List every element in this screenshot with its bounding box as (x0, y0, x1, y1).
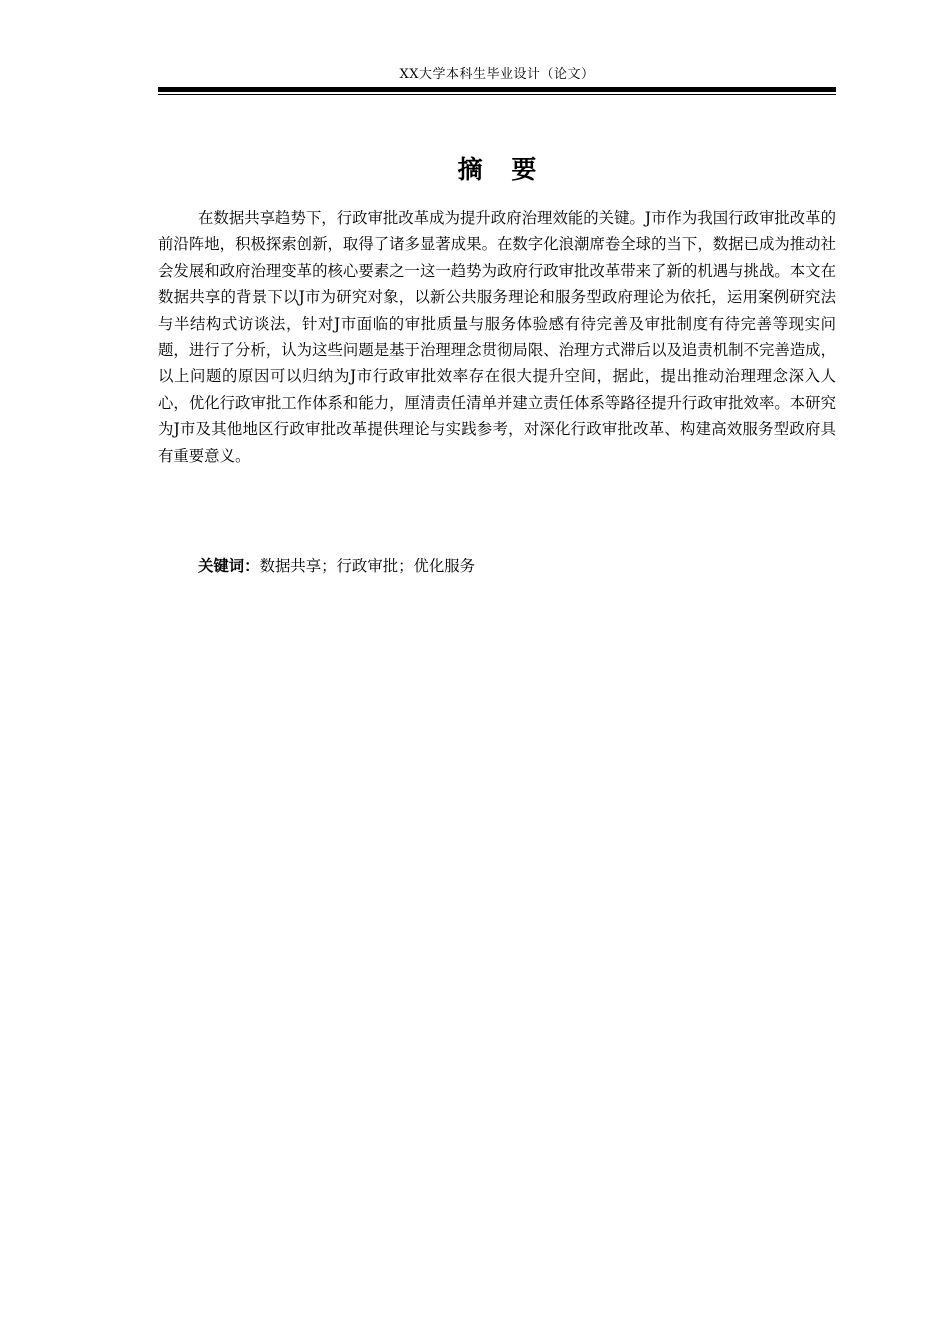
running-header: XX大学本科生毕业设计（论文） (399, 67, 595, 82)
keywords-label: 关键词： (198, 557, 260, 575)
header-rule-thin (158, 94, 836, 95)
header-rule-thick (158, 87, 836, 92)
abstract-title: 摘 要 (457, 155, 547, 184)
keywords-line (198, 553, 836, 579)
keywords-text: 数据共享；行政审批；优化服务 (259, 557, 476, 575)
abstract-body: 在数据共享趋势下，行政审批改革成为提升政府治理效能的关键。J市作为我国行政审批改革的前沿阵地，积极探索创新，取得了诸多显著成果。在数字化浪潮席卷全球的当下，数据已成为推动社会发展和政府治理变革的核心要素之一这一趋势为政府行政审批改革带来了新的机遇与挑战。本文在数据共享的背景下以J市为研究对象，以新公共服务理论和服务型政府理论为依托，运用案例研究法与半结构式访谈法，针对J市面临的审批质量与服务体验感有待完善及审批制度有待完善等现实问题，进行了分析，认为这些问题是基于治理理念贯彻局限、治理方式滞后以及追责机制不完善造成，以上问题的原因可以归纳为J市行政审批效率存在很大提升空间，据此，提出推动治理理念深入人心，优化行政审批工作体系和能力，厘清责任清单并建立责任体系等路径提升行政审批效率。本研究为J市及其他地区行政审批改革提供理论与实践参考，对深化行政审批改革、构建高效服务型政府具有重要意义。 (158, 209, 836, 465)
